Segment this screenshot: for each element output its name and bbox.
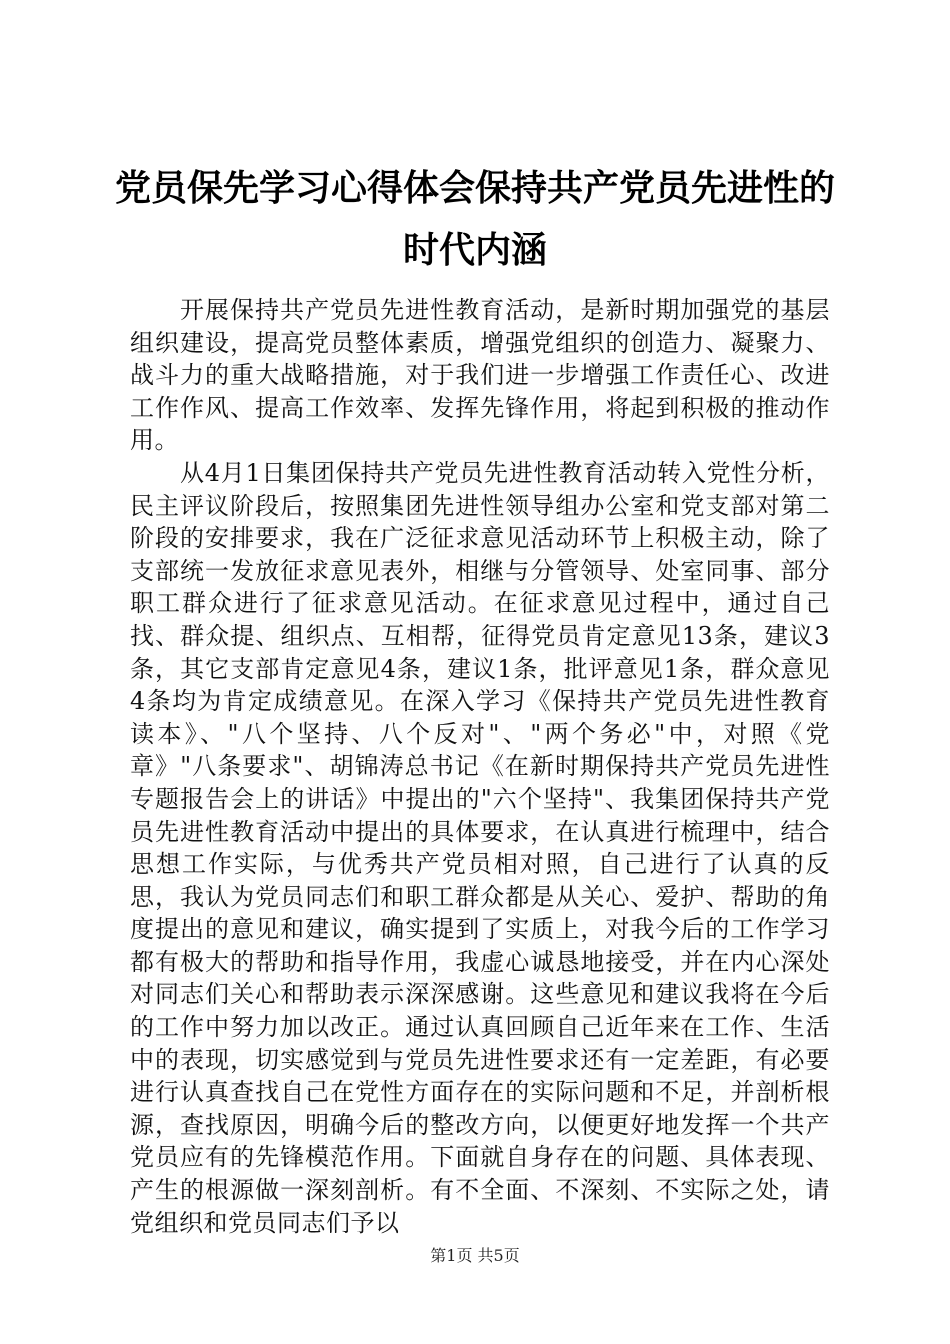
- paragraph: 从4月1日集团保持共产党员先进性教育活动转入党性分析，民主评议阶段后，按照集团先进性领导组办公室和党支部对第二阶段的安排要求，我在广泛征求意见活动环节上积极主动，除了支部统一发放征求意见表外，相继与分管领导、处室同事、部分职工群众进行了征求意见活动。在征求意见过程中，通过自己找、群众提、组织点、互相帮，征得党员肯定意见13条，建议3条，其它支部肯定意见4条，建议1条，批评意见1条，群众意见4条均为肯定成绩意见。在深入学习《保持共产党员先进性教育读本》、"八个坚持、八个反对"、"两个务必"中，对照《党章》"八条要求"、胡锦涛总书记《在新时期保持共产党员先进性专题报告会上的讲话》中提出的"六个坚持"、我集团保持共产党员先进性教育活动中提出的具体要求，在认真进行梳理中，结合思想工作实际，与优秀共产党员相对照，自己进行了认真的反思，我认为党员同志们和职工群众都是从关心、爱护、帮助的角度提出的意见和建议，确实提到了实质上，对我今后的工作学习都有极大的帮助和指导作用，我虚心诚恳地接受，并在内心深处对同志们关心和帮助表示深深感谢。这些意见和建议我将在今后的工作中努力加以改正。通过认真回顾自己近年来在工作、生活中的表现，切实感觉到与党员先进性要求还有一定差距，有必要进行认真查找自己在党性方面存在的实际问题和不足，并剖析根源，查找原因，明确今后的整改方向，以便更好地发挥一个共产党员应有的先锋模范作用。下面就自身存在的问题、具体表现、产生的根源做一深刻剖析。有不全面、不深刻、不实际之处，请党组织和党员同志们予以: [130, 458, 830, 1237]
- document-body: [130, 294, 830, 1239]
- document-title-line-1: 党员保先学习心得体会保持共产党员先进性的: [114, 168, 835, 209]
- page-footer: 第1页 共5页: [430, 1246, 520, 1265]
- document-title-line-2: 时代内涵: [402, 230, 547, 271]
- paragraph: 开展保持共产党员先进性教育活动，是新时期加强党的基层组织建设，提高党员整体素质，增强党组织的创造力、凝聚力、战斗力的重大战略措施，对于我们进一步增强工作责任心、改进工作作风、提高工作效率、发挥先锋作用，将起到积极的推动作用。: [130, 296, 830, 455]
